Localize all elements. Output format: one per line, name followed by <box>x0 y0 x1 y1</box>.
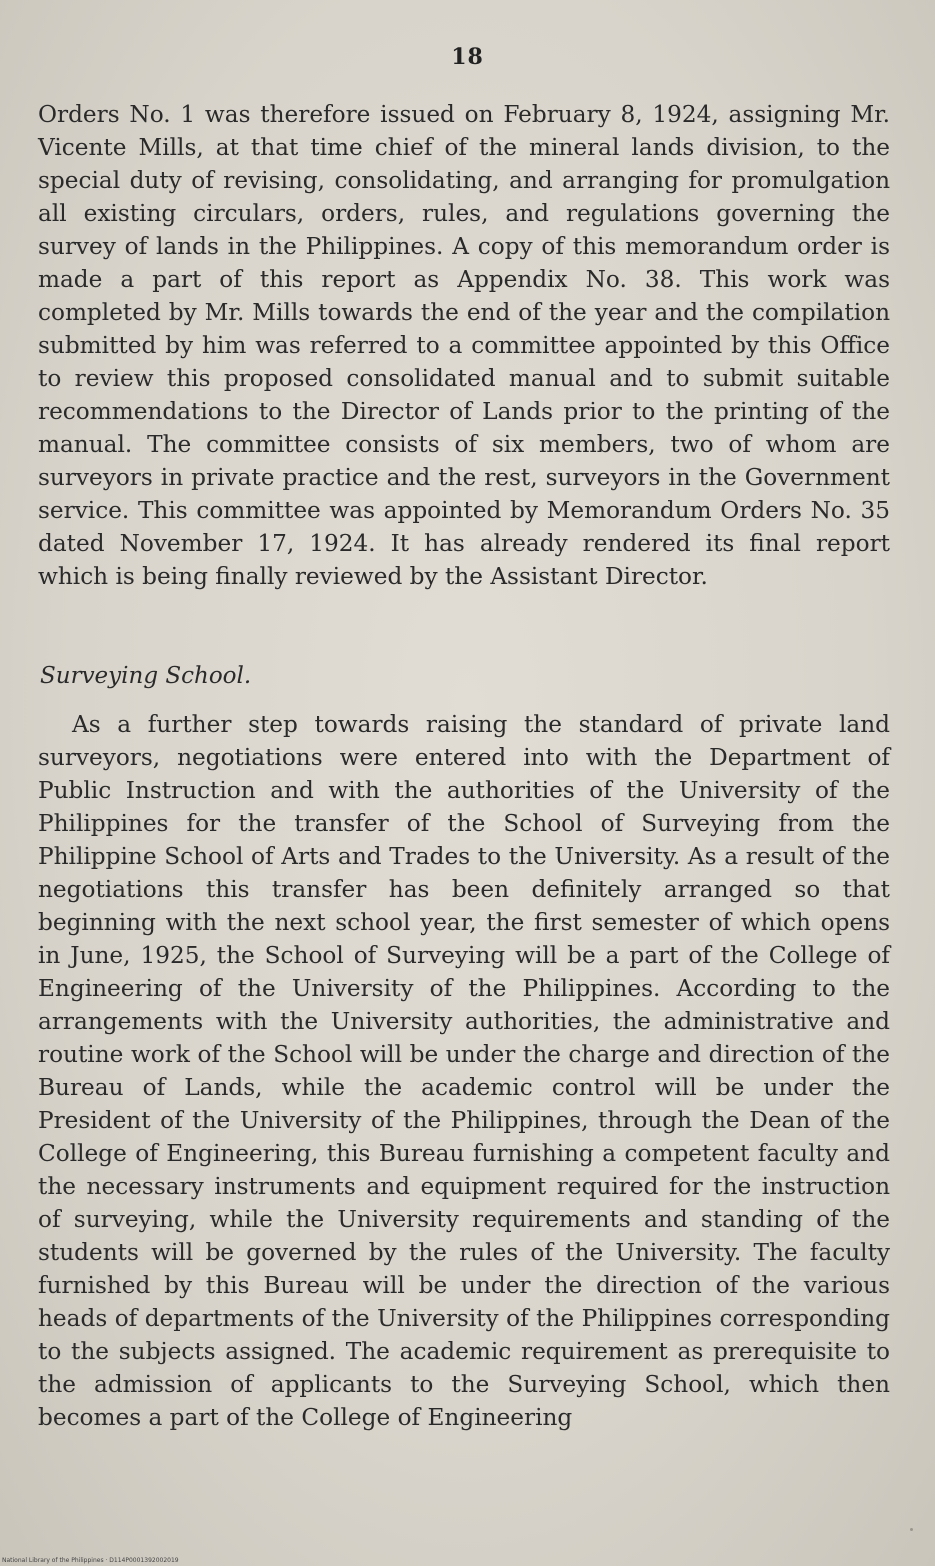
scan-speck <box>910 1528 913 1531</box>
body-paragraph-surveying-school: As a further step towards raising the standard of private land surveyors, negotiations were entered into with the Department of Public Instruction and with the authorities of the University of the Philippines for the transfer of the School of Surveying from the Philippine School of Arts and Trades to the University. As a result of the negotiations this transfer has been definitely arranged so that beginning with the next school year, the first semester of which opens in June, 1925, the School of Surveying will be a part of the College of Engineering of the University of the Philippines. According to the arrangements with the University authorities, the administrative and routine work of the School will be under the charge and direction of the Bureau of Lands, while the academic control will be under the President of the University of the Philippines, through the Dean of the College of Engineering, this Bureau furnishing a competent faculty and the necessary instruments and equipment required for the instruction of surveying, while the University requirements and standing of the students will be governed by the rules of the University. The faculty furnished by this Bureau will be under the direction of the various heads of departments of the University of the Philippines corresponding to the subjects assigned. The academic requirement as prerequisite to the admission of applicants to the Surveying School, which then becomes a part of the College of Engineering <box>38 711 890 1431</box>
section-heading: Surveying School. <box>40 663 252 689</box>
archive-footer: National Library of the Philippines · D114P0001392002019 <box>2 1557 179 1564</box>
body-paragraph-appointment: Orders No. 1 was therefore issued on February 8, 1924, assigning Mr. Vicente Mills, at that time chief of the mineral lands division, to the special duty of revising, consolidating, and arranging for promulgation all existing circulars, orders, rules, and regulations governing the survey of lands in the Philippines. A copy of this memorandum order is made a part of this report as Appendix No. 38. This work was completed by Mr. Mills towards the end of the year and the compilation submitted by him was referred to a committee appointed by this Office to review this proposed consolidated manual and to submit suitable recommendations to the Director of Lands prior to the printing of the manual. The committee consists of six members, two of whom are surveyors in private practice and the rest, surveyors in the Government service. This committee was appointed by Memorandum Orders No. 35 dated November 17, 1924. It has already rendered its final report which is being finally reviewed by the Assistant Director. <box>38 101 890 590</box>
page-number: 18 <box>451 44 484 70</box>
